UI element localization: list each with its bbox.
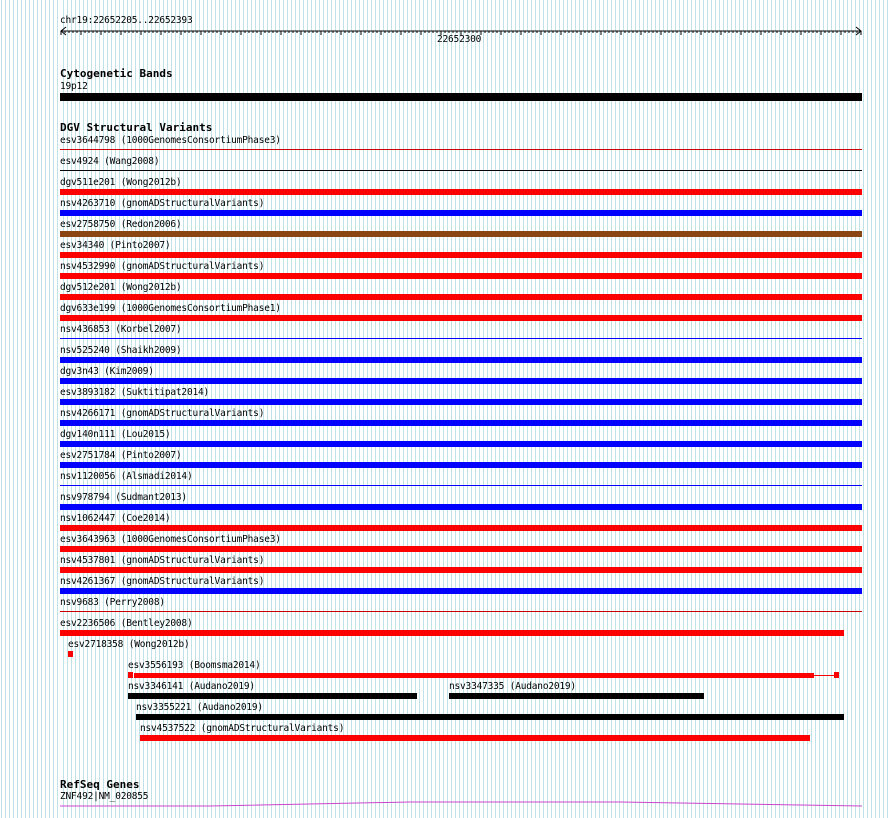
feature-bar[interactable] bbox=[60, 294, 862, 300]
feature-label: esv34340 (Pinto2007) bbox=[60, 240, 171, 251]
feature-bar[interactable] bbox=[60, 189, 862, 195]
feature-label: nsv9683 (Perry2008) bbox=[60, 597, 165, 608]
feature-bar[interactable] bbox=[60, 210, 862, 216]
feature-bar[interactable] bbox=[134, 673, 814, 678]
feature-bar[interactable] bbox=[60, 252, 862, 258]
feature-bar[interactable] bbox=[60, 611, 862, 612]
feature-bar[interactable] bbox=[60, 546, 862, 552]
feature-bar[interactable] bbox=[136, 714, 844, 720]
feature-bar[interactable] bbox=[128, 693, 417, 699]
feature-bar[interactable] bbox=[60, 441, 862, 447]
feature-bar[interactable] bbox=[60, 588, 862, 594]
feature-bar[interactable] bbox=[60, 357, 862, 363]
gene-label: ZNF492|NM_020855 bbox=[60, 791, 149, 802]
feature-label: nsv4263710 (gnomADStructuralVariants) bbox=[60, 198, 265, 209]
feature-bar[interactable] bbox=[128, 672, 133, 678]
gene-model[interactable] bbox=[60, 800, 862, 810]
feature-label: esv2236506 (Bentley2008) bbox=[60, 618, 193, 629]
feature-label: nsv4261367 (gnomADStructuralVariants) bbox=[60, 576, 265, 587]
feature-label: dgv633e199 (1000GenomesConsortiumPhase1) bbox=[60, 303, 281, 314]
feature-bar[interactable] bbox=[60, 315, 862, 321]
feature-bar[interactable] bbox=[60, 630, 844, 636]
feature-bar[interactable] bbox=[60, 170, 862, 171]
feature-bar[interactable] bbox=[60, 149, 862, 150]
ruler-tick-label: 22652300 bbox=[437, 34, 482, 45]
feature-label: dgv140n111 (Lou2015) bbox=[60, 429, 171, 440]
feature-connector bbox=[814, 675, 834, 676]
feature-label: esv2751784 (Pinto2007) bbox=[60, 450, 182, 461]
feature-label: nsv3346141 (Audano2019) bbox=[128, 681, 255, 692]
feature-bar[interactable] bbox=[60, 378, 862, 384]
feature-label: nsv1062447 (Coe2014) bbox=[60, 513, 171, 524]
feature-bar[interactable] bbox=[449, 693, 704, 699]
feature-bar[interactable] bbox=[60, 338, 862, 339]
feature-bar[interactable] bbox=[834, 672, 839, 678]
feature-label: nsv1120056 (Alsmadi2014) bbox=[60, 471, 193, 482]
feature-label: esv2718358 (Wong2012b) bbox=[68, 639, 190, 650]
track-title-cytoband: Cytogenetic Bands bbox=[60, 67, 173, 80]
track-title-dgv: DGV Structural Variants bbox=[60, 121, 213, 134]
feature-label: esv3644798 (1000GenomesConsortiumPhase3) bbox=[60, 135, 281, 146]
feature-bar[interactable] bbox=[60, 273, 862, 279]
track-title-refseq: RefSeq Genes bbox=[60, 778, 140, 791]
feature-label: nsv4537522 (gnomADStructuralVariants) bbox=[140, 723, 345, 734]
feature-label: esv3643963 (1000GenomesConsortiumPhase3) bbox=[60, 534, 281, 545]
feature-label: nsv4266171 (gnomADStructuralVariants) bbox=[60, 408, 265, 419]
ruler-range: chr19:22652205..22652393 bbox=[60, 15, 193, 26]
cytoband-label: 19p12 bbox=[60, 81, 88, 92]
feature-bar[interactable] bbox=[140, 735, 810, 741]
feature-bar[interactable] bbox=[60, 567, 862, 573]
feature-label: nsv3347335 (Audano2019) bbox=[449, 681, 576, 692]
feature-label: esv3893182 (Suktitipat2014) bbox=[60, 387, 210, 398]
feature-label: dgv511e201 (Wong2012b) bbox=[60, 177, 182, 188]
feature-bar[interactable] bbox=[68, 651, 73, 657]
feature-label: nsv978794 (Sudmant2013) bbox=[60, 492, 187, 503]
feature-label: nsv525240 (Shaikh2009) bbox=[60, 345, 182, 356]
feature-label: nsv436853 (Korbel2007) bbox=[60, 324, 182, 335]
feature-label: esv2758750 (Redon2006) bbox=[60, 219, 182, 230]
feature-label: dgv3n43 (Kim2009) bbox=[60, 366, 154, 377]
feature-label: nsv4537801 (gnomADStructuralVariants) bbox=[60, 555, 265, 566]
feature-bar[interactable] bbox=[60, 462, 862, 468]
feature-bar[interactable] bbox=[60, 231, 862, 237]
feature-bar[interactable] bbox=[60, 525, 862, 531]
feature-bar[interactable] bbox=[60, 504, 862, 510]
feature-bar[interactable] bbox=[60, 485, 862, 486]
feature-label: dgv512e201 (Wong2012b) bbox=[60, 282, 182, 293]
feature-label: nsv3355221 (Audano2019) bbox=[136, 702, 263, 713]
feature-label: esv4924 (Wang2008) bbox=[60, 156, 160, 167]
feature-bar[interactable] bbox=[60, 399, 862, 405]
cytoband-bar[interactable] bbox=[60, 93, 862, 101]
feature-label: nsv4532990 (gnomADStructuralVariants) bbox=[60, 261, 265, 272]
feature-bar[interactable] bbox=[60, 420, 862, 426]
feature-label: esv3556193 (Boomsma2014) bbox=[128, 660, 261, 671]
